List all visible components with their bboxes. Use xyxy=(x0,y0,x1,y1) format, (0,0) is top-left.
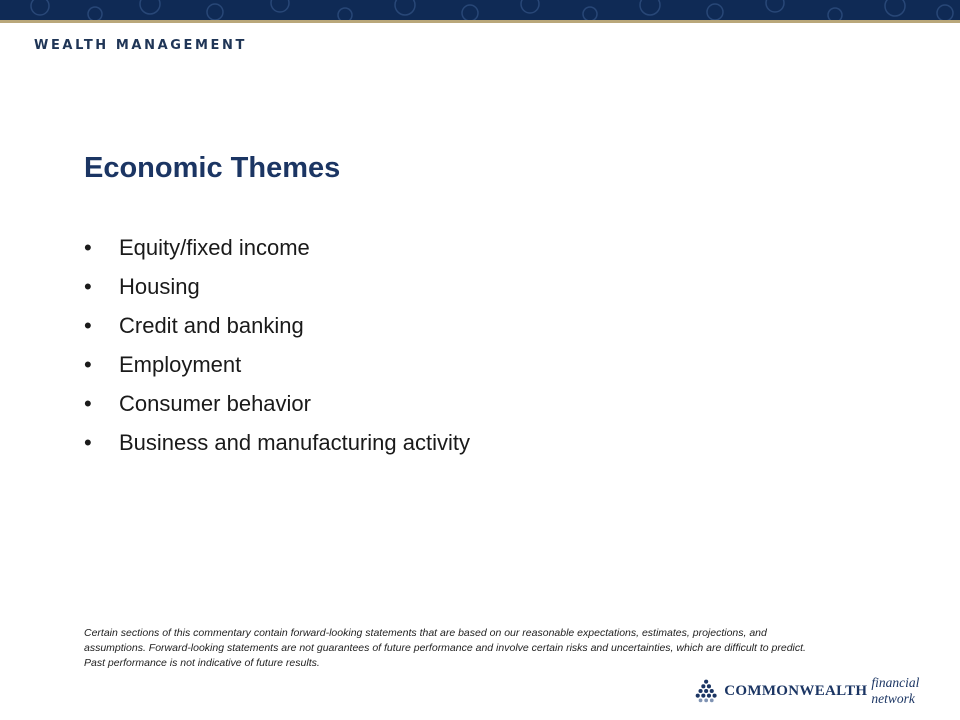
bullet-dot-icon: • xyxy=(84,313,92,338)
bullet-item xyxy=(84,306,470,345)
logo-tagline: financial network xyxy=(871,675,920,706)
bullet-item xyxy=(84,384,470,423)
logo-name: COMMONWEALTH xyxy=(724,682,868,699)
bullet-item xyxy=(84,345,470,384)
bullet-dot-icon: • xyxy=(84,235,92,260)
bullet-dot-icon: • xyxy=(84,430,92,455)
brand-header: WEALTH MANAGEMENT xyxy=(34,38,247,53)
bullet-text: Consumer behavior xyxy=(119,391,311,416)
bullet-text: Housing xyxy=(119,274,200,299)
bullet-dot-icon: • xyxy=(84,391,92,416)
banner-pattern xyxy=(0,0,960,20)
bullet-item xyxy=(84,423,470,462)
banner-rule xyxy=(0,20,960,23)
bullet-item xyxy=(84,228,470,267)
bullet-text: Equity/fixed income xyxy=(119,235,310,260)
bullet-text: Credit and banking xyxy=(119,313,304,338)
bullet-text: Business and manufacturing activity xyxy=(119,430,470,455)
slide-title: Economic Themes xyxy=(84,152,341,184)
bullet-item xyxy=(84,267,470,306)
top-banner xyxy=(0,0,960,20)
bullet-dot-icon: • xyxy=(84,352,92,377)
bullet-text: Employment xyxy=(119,352,242,377)
disclaimer: Certain sections of this commentary contain forward-looking statements that are based on our reasonable expectations, estimates, projections, and assumptions. Forward-looking statements are not guarantees of future performance and involve certain risks and uncertainties, which are difficult to predict. Past performance is not indicative of future results. xyxy=(84,627,806,669)
commonwealth-logo xyxy=(694,675,960,706)
logo-mark-icon xyxy=(694,678,718,704)
bullet-dot-icon: • xyxy=(84,274,92,299)
bullet-list xyxy=(84,228,470,462)
